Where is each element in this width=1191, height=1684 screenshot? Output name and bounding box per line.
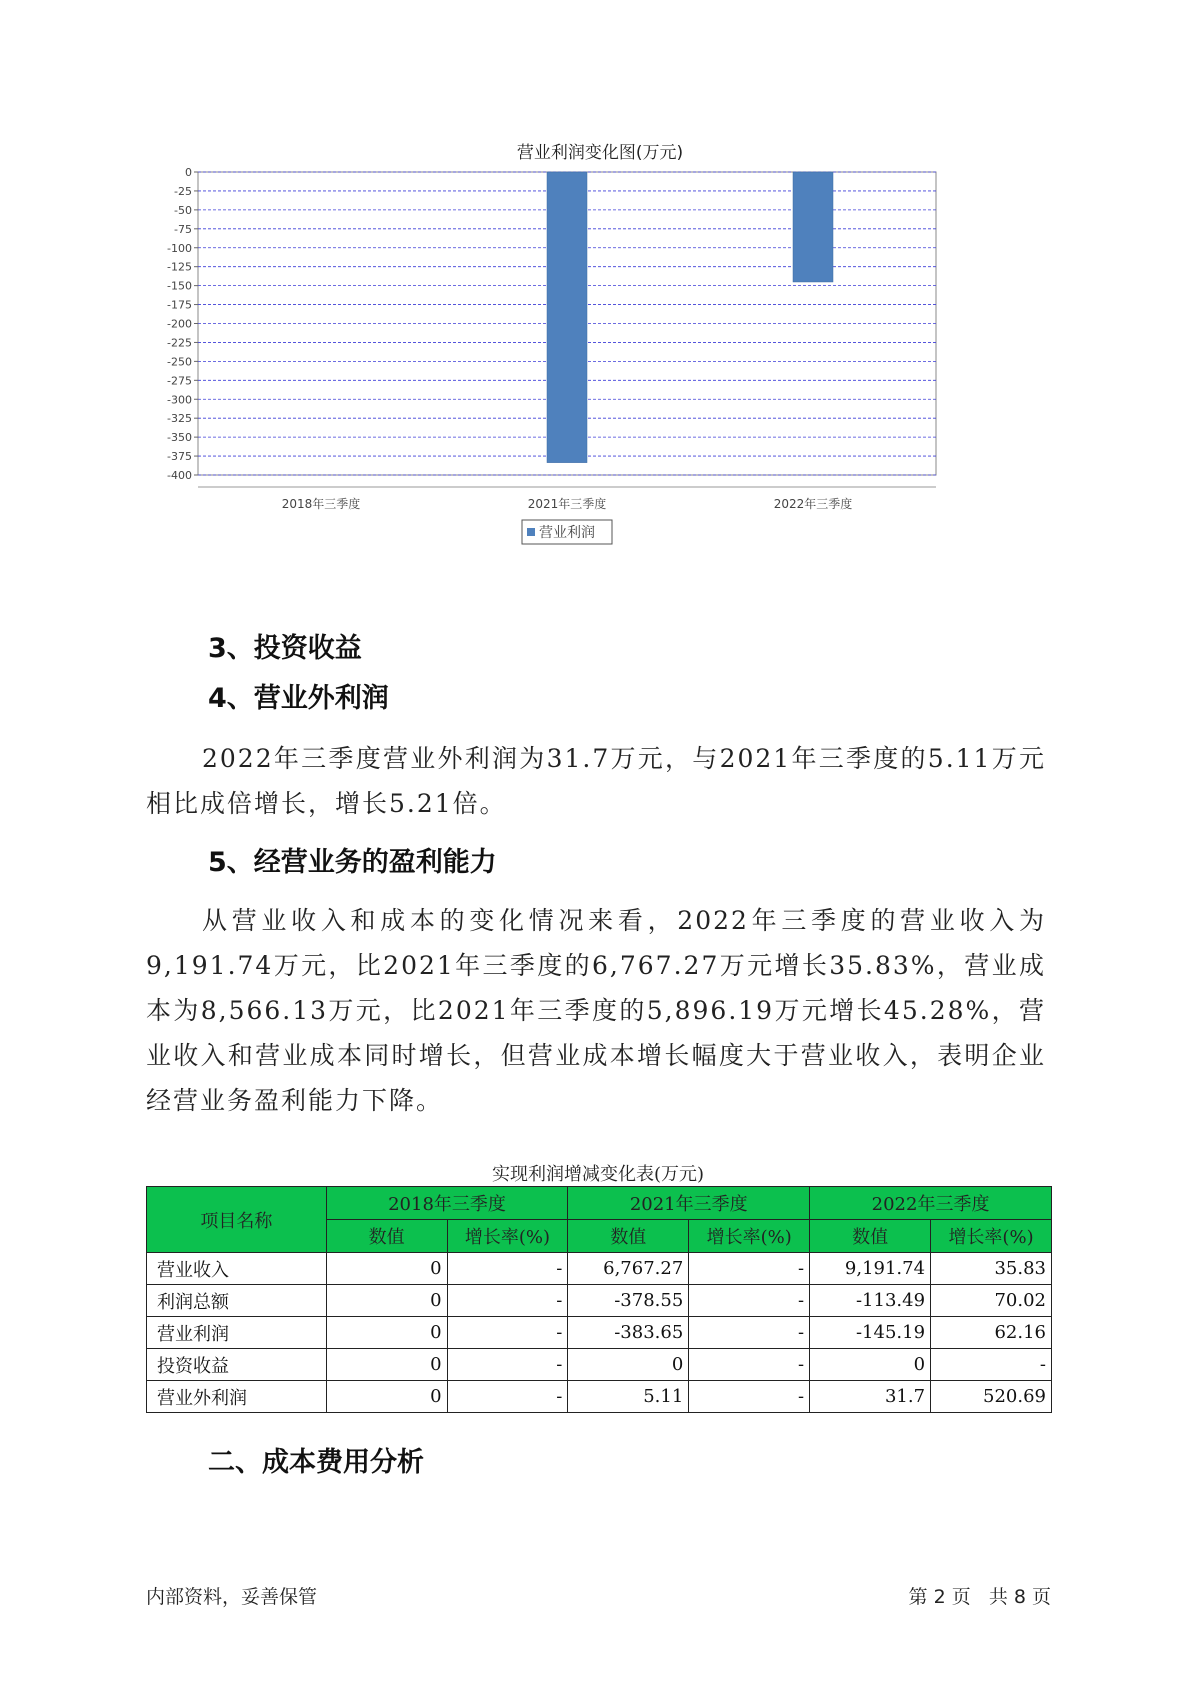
x-tick-label: 2021年三季度: [527, 497, 607, 511]
subheader-value: 数值: [568, 1220, 689, 1253]
y-tick-label: -100: [167, 241, 192, 255]
y-tick-label: -325: [167, 412, 192, 426]
row-item-name: 营业收入: [147, 1253, 327, 1285]
y-tick-label: -250: [167, 355, 192, 369]
cell-value: -383.65: [568, 1317, 689, 1349]
cell-growth-rate: -: [689, 1381, 810, 1413]
cell-growth-rate: 62.16: [931, 1317, 1052, 1349]
profit-chart: [167, 138, 1030, 598]
table-row: [147, 1317, 1052, 1349]
table-row: [147, 1349, 1052, 1381]
y-tick-label: -400: [167, 469, 192, 482]
heading-profitability: 5、经营业务的盈利能力: [208, 847, 497, 878]
header-item-name: 项目名称: [147, 1187, 327, 1253]
table-row: [147, 1253, 1052, 1285]
header-period: 2018年三季度: [326, 1187, 568, 1220]
cell-growth-rate: -: [689, 1253, 810, 1285]
y-tick-label: -300: [167, 393, 192, 407]
cell-growth-rate: -: [689, 1349, 810, 1381]
subheader-growth: 增长率(%): [931, 1220, 1052, 1253]
legend-swatch: [527, 528, 535, 536]
cell-growth-rate: -: [689, 1317, 810, 1349]
cell-value: 0: [568, 1349, 689, 1381]
cell-growth-rate: -: [447, 1317, 568, 1349]
cell-value: 31.7: [810, 1381, 931, 1413]
footer-confidential-note: 内部资料，妥善保管: [146, 1586, 318, 1608]
legend-label: 营业利润: [539, 525, 595, 541]
cell-value: 0: [326, 1381, 447, 1413]
y-tick-label: -125: [167, 260, 192, 274]
subheader-growth: 增长率(%): [447, 1220, 568, 1253]
chart-title: 营业利润变化图(万元): [516, 143, 684, 163]
profit-change-table: [146, 1186, 1052, 1413]
cell-growth-rate: -: [931, 1349, 1052, 1381]
y-tick-label: -25: [174, 184, 192, 198]
row-item-name: 投资收益: [147, 1349, 327, 1381]
cell-value: 0: [326, 1349, 447, 1381]
y-tick-label: -375: [167, 450, 192, 464]
cell-value: 0: [326, 1317, 447, 1349]
bar: [793, 172, 833, 282]
cell-growth-rate: 35.83: [931, 1253, 1052, 1285]
cell-value: 0: [326, 1285, 447, 1317]
y-tick-label: -275: [167, 374, 192, 388]
cell-value: 9,191.74: [810, 1253, 931, 1285]
cell-value: 0: [810, 1349, 931, 1381]
heading-cost-analysis: 二、成本费用分析: [208, 1447, 424, 1478]
cell-growth-rate: 520.69: [931, 1381, 1052, 1413]
chart-canvas: [167, 138, 1030, 598]
y-tick-label: -225: [167, 336, 192, 350]
y-tick-label: -150: [167, 279, 192, 293]
heading-non-operating-profit: 4、营业外利润: [208, 683, 389, 714]
row-item-name: 营业外利润: [147, 1381, 327, 1413]
subheader-growth: 增长率(%): [689, 1220, 810, 1253]
x-tick-label: 2022年三季度: [773, 497, 853, 511]
cell-growth-rate: -: [447, 1285, 568, 1317]
y-tick-label: -200: [167, 317, 192, 331]
y-tick-label: 0: [185, 166, 192, 179]
subheader-value: 数值: [810, 1220, 931, 1253]
cell-growth-rate: -: [447, 1381, 568, 1413]
cell-value: -145.19: [810, 1317, 931, 1349]
cell-growth-rate: -: [447, 1349, 568, 1381]
table-row: [147, 1285, 1052, 1317]
table-header-row: [147, 1187, 1052, 1220]
cell-value: -113.49: [810, 1285, 931, 1317]
cell-value: 5.11: [568, 1381, 689, 1413]
cell-growth-rate: 70.02: [931, 1285, 1052, 1317]
y-tick-label: -75: [174, 222, 192, 236]
header-period: 2022年三季度: [810, 1187, 1052, 1220]
table-row: [147, 1381, 1052, 1413]
cell-value: -378.55: [568, 1285, 689, 1317]
subheader-value: 数值: [326, 1220, 447, 1253]
x-tick-label: 2018年三季度: [281, 497, 361, 511]
y-tick-label: -350: [167, 431, 192, 445]
paragraph-non-operating-profit: 2022年三季度营业外利润为31.7万元，与2021年三季度的5.11万元相比成倍增长，增长5.21倍。: [146, 744, 1046, 818]
y-tick-label: -50: [174, 203, 192, 217]
header-period: 2021年三季度: [568, 1187, 810, 1220]
cell-growth-rate: -: [447, 1253, 568, 1285]
paragraph-profitability: 从营业收入和成本的变化情况来看，2022年三季度的营业收入为9,191.74万元，比2021年三季度的6,767.27万元增长35.83%，营业成本为8,566.13万元，比2021年三季度的5,896.19万元增长45.28%，营业收入和营业成本同时增长，但营业成本增长幅度大于营业收入，表明企业经营业务盈利能力下降。: [146, 906, 1046, 1115]
cell-growth-rate: -: [689, 1285, 810, 1317]
row-item-name: 利润总额: [147, 1285, 327, 1317]
y-tick-label: -175: [167, 298, 192, 312]
heading-investment-income: 3、投资收益: [208, 633, 362, 664]
bar: [547, 172, 587, 463]
footer-page-number: 第 2 页 共 8 页: [908, 1586, 1051, 1608]
cell-value: 0: [326, 1253, 447, 1285]
row-item-name: 营业利润: [147, 1317, 327, 1349]
table-caption: 实现利润增减变化表(万元): [491, 1164, 705, 1185]
cell-value: 6,767.27: [568, 1253, 689, 1285]
